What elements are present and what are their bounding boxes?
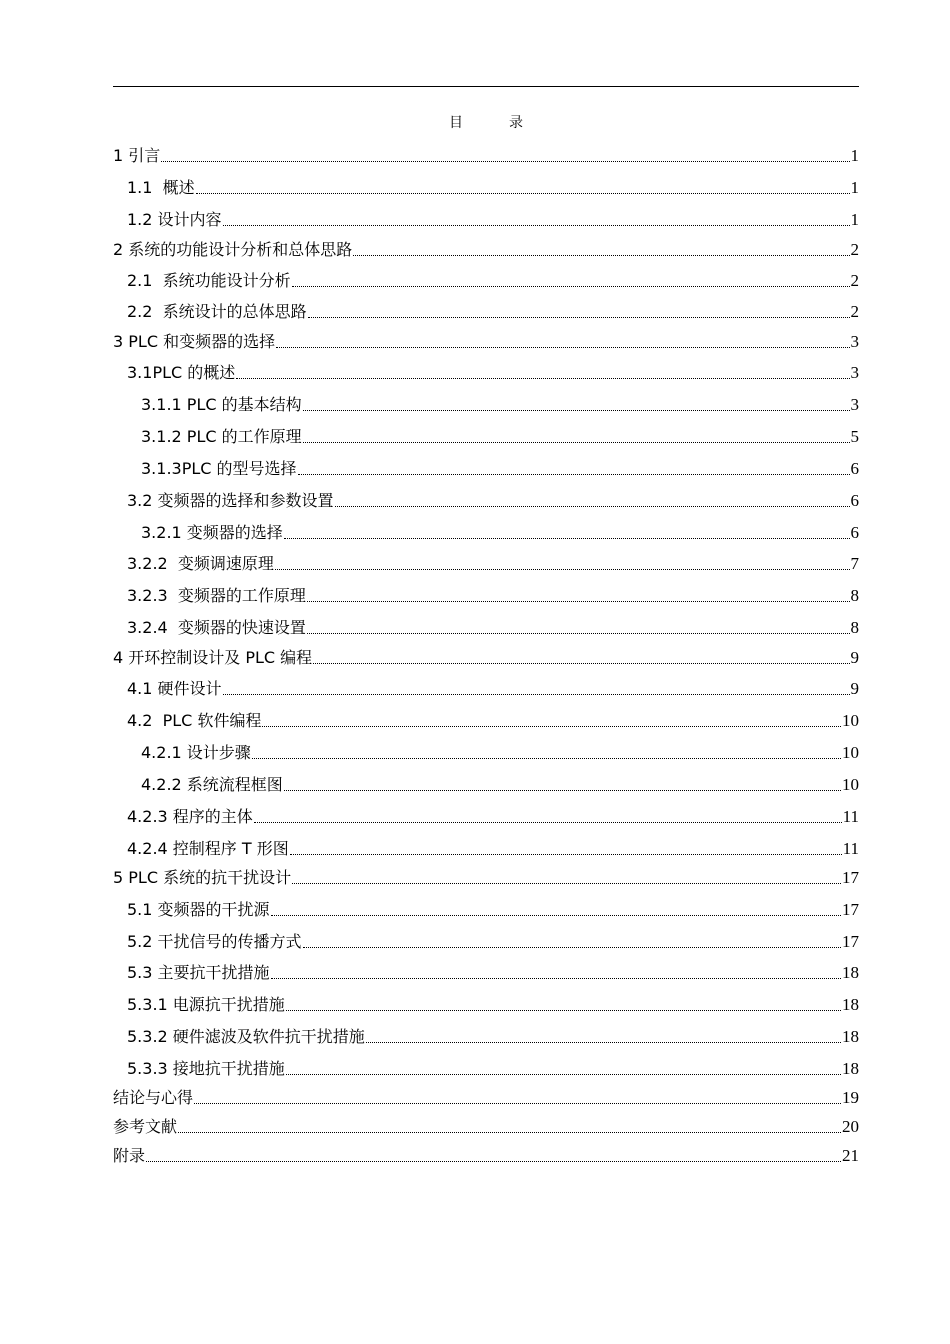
toc-dot-leader	[352, 240, 850, 260]
toc-dot-leader	[285, 995, 842, 1015]
toc-entry[interactable]	[113, 803, 859, 827]
toc-entry[interactable]	[113, 423, 859, 447]
toc-entry[interactable]	[113, 550, 859, 574]
toc-entry-label: 3.2.3 变频器的工作原理	[127, 586, 306, 605]
toc-entry[interactable]	[113, 928, 859, 952]
toc-dot-leader	[291, 868, 842, 888]
toc-entry-page: 3	[850, 395, 859, 414]
toc-entry-label: 5.1 变频器的干扰源	[127, 900, 270, 919]
toc-entry-label: 4.1 硬件设计	[127, 679, 222, 698]
toc-entry-label: 4.2 PLC 软件编程	[127, 711, 262, 730]
toc-entry-page: 18	[842, 1027, 859, 1046]
toc-entry-label: 5.3.1 电源抗干扰措施	[127, 995, 285, 1014]
toc-entry-label: 5.3 主要抗干扰措施	[127, 963, 270, 982]
toc-entry-page: 18	[842, 1059, 859, 1078]
toc-entry-page: 11	[842, 839, 859, 858]
toc-entry[interactable]	[113, 1023, 859, 1047]
toc-title-part2: 录	[509, 115, 523, 131]
toc-dot-leader	[312, 648, 850, 668]
toc-entry-label: 3 PLC 和变频器的选择	[113, 332, 276, 351]
toc-entry-page: 18	[842, 995, 859, 1014]
toc-entry-label: 1 引言	[113, 146, 161, 165]
toc-entry-page: 19	[842, 1088, 859, 1107]
toc-entry-page: 21	[842, 1146, 859, 1165]
toc-title-part1: 目	[449, 115, 463, 131]
toc-entry-label: 3.1PLC 的概述	[127, 363, 236, 382]
toc-entry[interactable]	[113, 206, 859, 230]
toc-entry[interactable]	[113, 1084, 859, 1108]
toc-entry-label: 4.2.4 控制程序 T 形图	[127, 839, 289, 858]
toc-entry-page: 17	[842, 868, 859, 887]
toc-entry[interactable]	[113, 455, 859, 479]
header-rule	[113, 86, 859, 87]
toc-entry-label: 1.1 概述	[127, 178, 195, 197]
toc-dot-leader	[306, 586, 851, 606]
toc-entry[interactable]	[113, 739, 859, 763]
toc-dot-leader	[261, 711, 842, 731]
toc-dot-leader	[193, 1088, 842, 1108]
toc-entry-page: 10	[842, 711, 859, 730]
toc-entry[interactable]	[113, 142, 859, 166]
toc-entry-label: 附录	[113, 1146, 146, 1165]
toc-entry[interactable]	[113, 835, 859, 859]
toc-entry-label: 4.2.2 系统流程框图	[141, 775, 283, 794]
toc-entry-page: 6	[850, 459, 859, 478]
toc-dot-leader	[302, 395, 851, 415]
toc-entry[interactable]	[113, 707, 859, 731]
toc-entry[interactable]	[113, 896, 859, 920]
toc-dot-leader	[306, 618, 851, 638]
toc-entry-label: 5.3.3 接地抗干扰措施	[127, 1059, 285, 1078]
toc-entry[interactable]	[113, 864, 859, 888]
toc-dot-leader	[160, 146, 850, 166]
toc-dot-leader	[222, 679, 851, 699]
toc-entry-page: 8	[850, 586, 859, 605]
toc-dot-leader	[283, 775, 842, 795]
toc-entry[interactable]	[113, 959, 859, 983]
toc-entry-page: 18	[842, 963, 859, 982]
toc-entry-label: 1.2 设计内容	[127, 210, 222, 229]
toc-entry[interactable]	[113, 391, 859, 415]
toc-entry-label: 2.2 系统设计的总体思路	[127, 302, 307, 321]
toc-entry[interactable]	[113, 519, 859, 543]
toc-entry[interactable]	[113, 991, 859, 1015]
toc-entry-label: 2 系统的功能设计分析和总体思路	[113, 240, 353, 259]
toc-entry-page: 3	[850, 332, 859, 351]
toc-entry-page: 7	[850, 554, 859, 573]
toc-entry-page: 10	[842, 775, 859, 794]
toc-dot-leader	[251, 743, 842, 763]
toc-entry-label: 4.2.1 设计步骤	[141, 743, 251, 762]
toc-entry-label: 5.3.2 硬件滤波及软件抗干扰措施	[127, 1027, 365, 1046]
toc-entry-page: 1	[850, 178, 859, 197]
toc-title	[113, 113, 859, 133]
toc-entry-page: 1	[850, 210, 859, 229]
toc-dot-leader	[307, 302, 851, 322]
toc-dot-leader	[270, 900, 842, 920]
toc-entry-label: 3.1.1 PLC 的基本结构	[141, 395, 302, 414]
toc-entry-page: 6	[850, 523, 859, 542]
toc-entry-page: 10	[842, 743, 859, 762]
toc-entry-page: 17	[842, 900, 859, 919]
toc-entry-label: 5 PLC 系统的抗干扰设计	[113, 868, 292, 887]
toc-dot-leader	[275, 332, 850, 352]
toc-entry-page: 20	[842, 1117, 859, 1136]
toc-entry[interactable]	[113, 236, 859, 260]
toc-entry-label: 5.2 干扰信号的传播方式	[127, 932, 302, 951]
toc-entry-label: 4.2.3 程序的主体	[127, 807, 253, 826]
toc-dot-leader	[365, 1027, 842, 1047]
toc-entry-label: 3.1.2 PLC 的工作原理	[141, 427, 302, 446]
toc-entry[interactable]	[113, 174, 859, 198]
toc-entry-label: 3.2 变频器的选择和参数设置	[127, 491, 334, 510]
toc-entry-label: 参考文献	[113, 1117, 178, 1136]
toc-entry[interactable]	[113, 298, 859, 322]
toc-entry[interactable]	[113, 1055, 859, 1079]
toc-dot-leader	[283, 523, 851, 543]
toc-entry[interactable]	[113, 328, 859, 352]
toc-dot-leader	[334, 491, 851, 511]
toc-dot-leader	[195, 178, 851, 198]
toc-entry-label: 2.1 系统功能设计分析	[127, 271, 291, 290]
toc-entry-label: 3.2.1 变频器的选择	[141, 523, 283, 542]
toc-dot-leader	[145, 1146, 842, 1166]
toc-entry-label: 3.1.3PLC 的型号选择	[141, 459, 297, 478]
toc-entry[interactable]	[113, 487, 859, 511]
toc-entry[interactable]	[113, 267, 859, 291]
toc-dot-leader	[297, 459, 851, 479]
toc-entry-label: 4 开环控制设计及 PLC 编程	[113, 648, 313, 667]
toc-entry-page: 3	[850, 363, 859, 382]
toc-dot-leader	[274, 554, 851, 574]
toc-entry-label: 3.2.4 变频器的快速设置	[127, 618, 306, 637]
toc-dot-leader	[235, 363, 850, 383]
toc-entry-page: 9	[850, 648, 859, 667]
toc-entry-page: 5	[850, 427, 859, 446]
toc-entry-page: 2	[850, 271, 859, 290]
toc-dot-leader	[177, 1117, 842, 1137]
toc-entry-page: 1	[850, 146, 859, 165]
toc-entry[interactable]	[113, 1113, 859, 1137]
toc-dot-leader	[289, 839, 843, 859]
toc-entry-page: 11	[842, 807, 859, 826]
toc-entry-page: 2	[850, 302, 859, 321]
toc-dot-leader	[302, 932, 842, 952]
toc-entry[interactable]	[113, 582, 859, 606]
toc-entry[interactable]	[113, 675, 859, 699]
toc-dot-leader	[291, 271, 851, 291]
toc-dot-leader	[270, 963, 842, 983]
toc-entry-page: 9	[850, 679, 859, 698]
toc-entry-page: 6	[850, 491, 859, 510]
toc-entry-page: 17	[842, 932, 859, 951]
toc-entry[interactable]	[113, 1142, 859, 1166]
toc-entry[interactable]	[113, 644, 859, 668]
toc-entry-page: 2	[850, 240, 859, 259]
toc-dot-leader	[302, 427, 851, 447]
toc-dot-leader	[253, 807, 843, 827]
toc-dot-leader	[285, 1059, 842, 1079]
toc-entry-page: 8	[850, 618, 859, 637]
toc-entry[interactable]	[113, 614, 859, 638]
toc-entry[interactable]	[113, 771, 859, 795]
toc-entry-label: 结论与心得	[113, 1088, 194, 1107]
toc-dot-leader	[222, 210, 851, 230]
toc-entry-label: 3.2.2 变频调速原理	[127, 554, 274, 573]
toc-entry[interactable]	[113, 359, 859, 383]
